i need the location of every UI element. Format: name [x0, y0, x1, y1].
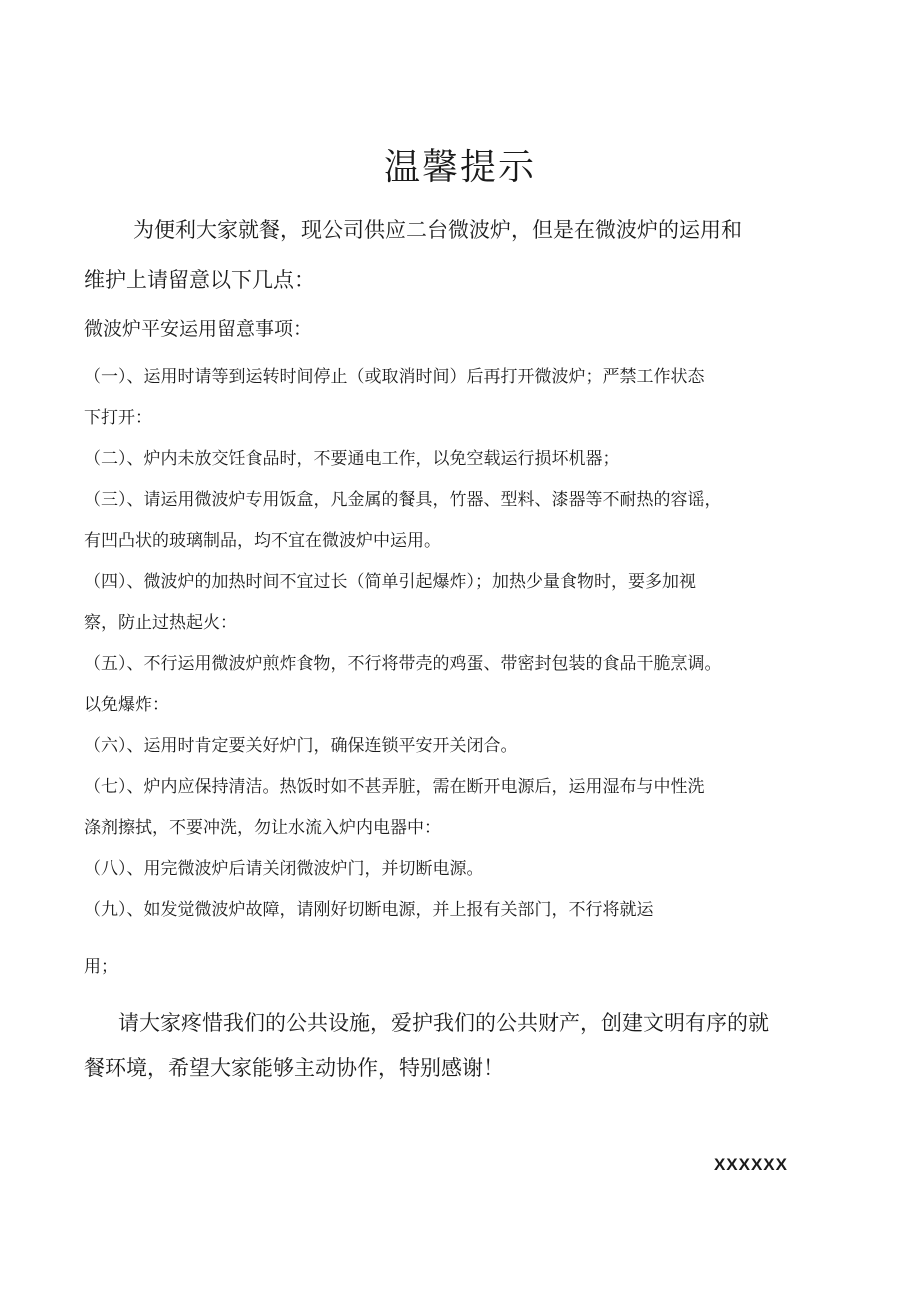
- list-item-continuation: 下打开：: [84, 408, 152, 428]
- list-item-continuation: 有凹凸状的玻璃制品，均不宜在微波炉中运用。: [84, 531, 441, 551]
- intro-line-1: 为便利大家就餐，现公司供应二台微波炉，但是在微波炉的运用和: [133, 218, 742, 242]
- closing-line-2: 餐环境，希望大家能够主动协作，特别感谢！: [84, 1056, 504, 1080]
- list-item: （六）、运用时肯定要关好炉门，确保连锁平安开关闭合。: [84, 736, 518, 756]
- list-item: （四）、微波炉的加热时间不宜过长（简单引起爆炸）；加热少量食物时，要多加视: [84, 572, 696, 592]
- intro-line-2: 维护上请留意以下几点：: [84, 268, 315, 292]
- list-item-continuation: 涤剂擦拭，不要冲洗，勿让水流入炉内电器中：: [84, 818, 441, 838]
- list-item: （九）、如发觉微波炉故障，请刚好切断电源，并上报有关部门，不行将就运: [84, 900, 654, 920]
- list-item: （七）、炉内应保持清洁。热饭时如不甚弄脏，需在断开电源后，运用湿布与中性洗: [84, 777, 705, 797]
- list-item-continuation: 用；: [84, 957, 118, 977]
- section-heading: 微波炉平安运用留意事项：: [84, 318, 313, 340]
- list-item-continuation: 以免爆炸：: [84, 695, 169, 715]
- list-item: （五）、不行运用微波炉煎炸食物，不行将带壳的鸡蛋、带密封包装的食品干脆烹调。: [84, 654, 722, 674]
- list-item-continuation: 察，防止过热起火：: [84, 613, 237, 633]
- list-item: （三）、请运用微波炉专用饭盒，凡金属的餐具，竹器、型料、漆器等不耐热的容谣，: [84, 490, 722, 510]
- list-item: （一）、运用时请等到运转时间停止（或取消时间）后再打开微波炉；严禁工作状态: [84, 367, 705, 387]
- signature: XXXXXX: [713, 1155, 788, 1174]
- list-item: （二）、炉内未放交饪食品时，不要通电工作，以免空载运行损坏机器；: [84, 449, 620, 469]
- page-title: 温馨提示: [383, 147, 536, 188]
- list-item: （八）、用完微波炉后请关闭微波炉门，并切断电源。: [84, 859, 484, 879]
- closing-line-1: 请大家疼惜我们的公共设施，爱护我们的公共财产，创建文明有序的就: [118, 1011, 769, 1035]
